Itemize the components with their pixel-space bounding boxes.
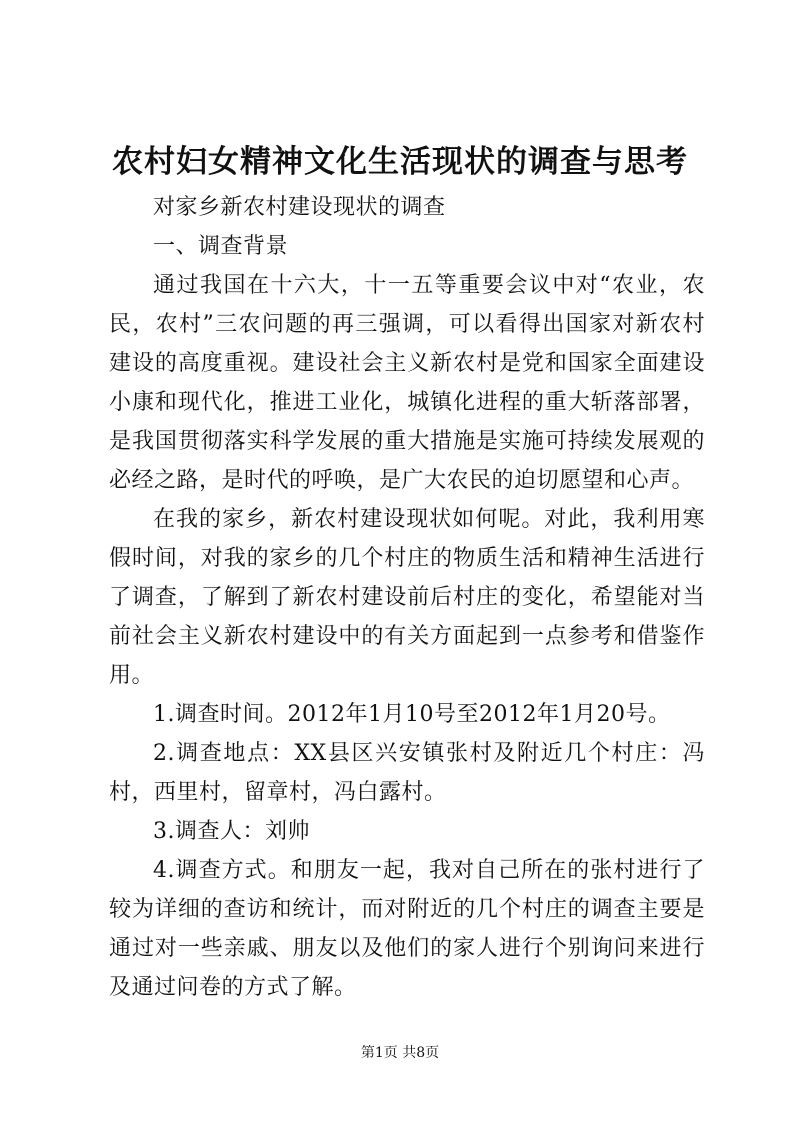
- subtitle-paragraph: 对家乡新农村建设现状的调查: [153, 195, 446, 220]
- document-title: 农村妇女精神文化生活现状的调查与思考: [112, 144, 688, 180]
- list-item-method: 4.调查方式。和朋友一起，我对自己所在的张村进行了较为详细的查访和统计，而对附近的几个村庄的调查主要是通过对一些亲戚、朋友以及他们的家人进行个别询问来进行及通过问卷的方式了解。: [109, 858, 705, 1000]
- body-paragraph: 在我的家乡，新农村建设现状如何呢。对此，我利用寒假时间，对我的家乡的几个村庄的物质生活和精神生活进行了调查，了解到了新农村建设前后村庄的变化，希望能对当前社会主义新农村建设中的有关方面起到一点参考和借鉴作用。: [109, 507, 705, 688]
- list-item-time: 1.调查时间。2012年1月10号至2012年1月20号。: [153, 702, 671, 727]
- page-number: 第1页 共8页: [360, 1045, 440, 1061]
- section-heading: 一、调查背景: [153, 234, 289, 259]
- page-footer: [0, 1043, 800, 1063]
- document-body: [109, 188, 705, 1007]
- list-item-location: 2.调查地点：XX县区兴安镇张村及附近几个村庄：冯村，西里村，留章村，冯白露村。: [109, 741, 705, 805]
- list-item-investigator: 3.调查人：刘帅: [153, 819, 310, 844]
- body-paragraph: 通过我国在十六大，十一五等重要会议中对“农业，农民，农村”三农问题的再三强调，可以看得出国家对新农村建设的高度重视。建设社会主义新农村是党和国家全面建设小康和现代化，推进工业化，城镇化进程的重大斩落部署，是我国贯彻落实科学发展的重大措施是实施可持续发展观的必经之路，是时代的呼唤，是广大农民的迫切愿望和心声。: [109, 273, 705, 493]
